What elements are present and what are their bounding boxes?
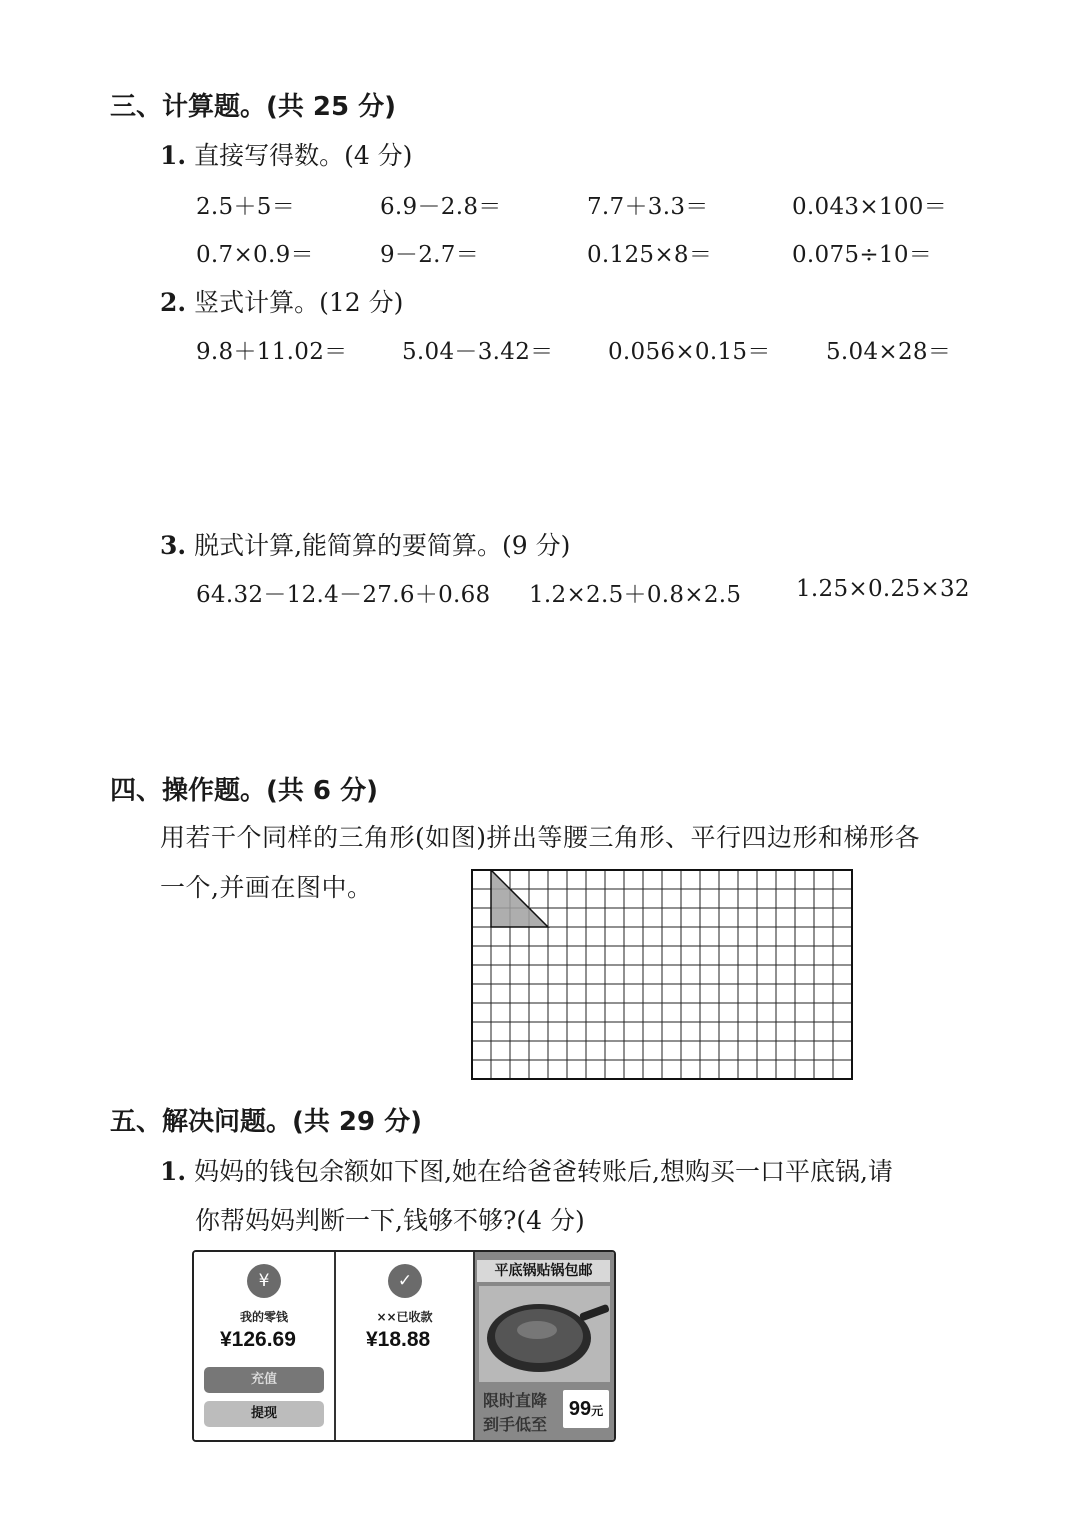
- ad-line-1: 限时直降: [483, 1391, 548, 1410]
- expr: 0.056×0.15＝: [608, 339, 771, 365]
- expr: 7.7＋3.3＝: [587, 194, 709, 220]
- expr: 5.04×28＝: [826, 339, 952, 365]
- question-number: 1.: [160, 141, 187, 170]
- check-icon: ✓: [388, 1264, 422, 1298]
- yuan-icon: ¥: [247, 1264, 281, 1298]
- wallet-picture: [192, 1250, 616, 1442]
- expr: 2.5＋5＝: [196, 194, 296, 220]
- withdraw-button[interactable]: 提现: [204, 1401, 324, 1427]
- price-unit: 元: [591, 1404, 604, 1418]
- question-5-1: [160, 1152, 893, 1188]
- question-number: 3.: [160, 531, 187, 560]
- expr: 0.125×8＝: [587, 242, 713, 268]
- section-3-title: 三、计算题。(共 25 分): [110, 92, 397, 122]
- ad-line-2: 到手低至: [483, 1415, 548, 1434]
- drawing-grid[interactable]: [471, 869, 855, 1082]
- instruction-line: 用若干个同样的三角形(如图)拼出等腰三角形、平行四边形和梯形各: [160, 823, 921, 852]
- question-number: 2.: [160, 288, 187, 317]
- question-text: 脱式计算,能简算的要简算。(9 分): [194, 531, 571, 560]
- expr: 6.9－2.8＝: [380, 194, 502, 220]
- frying-pan-icon: [479, 1286, 610, 1382]
- expr: 1.2×2.5＋0.8×2.5: [529, 582, 742, 608]
- expr: 5.04－3.42＝: [402, 339, 554, 365]
- expr: 0.043×100＝: [792, 194, 948, 220]
- expr: 0.075÷10＝: [792, 242, 933, 268]
- ad-title: 平底锅贴锅包邮: [477, 1260, 610, 1282]
- expr: 1.25×0.25×32: [796, 576, 970, 602]
- transfer-panel: [336, 1252, 475, 1440]
- question-text-cont: 你帮妈妈判断一下,钱够不够?(4 分): [195, 1206, 585, 1235]
- instruction-line: 一个,并画在图中。: [160, 873, 373, 902]
- question-1-1: [160, 136, 412, 172]
- pan-ad-panel: [475, 1252, 614, 1440]
- recharge-button[interactable]: 充值: [204, 1367, 324, 1393]
- question-1-3: [160, 526, 570, 562]
- section-5-title: 五、解决问题。(共 29 分): [110, 1107, 423, 1137]
- sample-triangle: [491, 870, 548, 927]
- grid-lines: [472, 870, 852, 1079]
- price-tag: [563, 1390, 609, 1428]
- price-value: 99: [568, 1398, 592, 1420]
- expr: 9－2.7＝: [380, 242, 480, 268]
- question-1-2: [160, 283, 403, 319]
- question-text: 直接写得数。(4 分): [194, 141, 413, 170]
- transfer-amount: ¥18.88: [366, 1328, 431, 1351]
- section-4-title: 四、操作题。(共 6 分): [110, 776, 378, 806]
- expr: 0.7×0.9＝: [196, 242, 314, 268]
- wallet-amount: ¥126.69: [220, 1328, 296, 1351]
- transfer-label: ××已收款: [376, 1310, 433, 1324]
- question-text: 妈妈的钱包余额如下图,她在给爸爸转账后,想购买一口平底锅,请: [194, 1157, 893, 1186]
- expr: 9.8＋11.02＝: [196, 339, 348, 365]
- question-number: 1.: [160, 1157, 187, 1186]
- question-text: 竖式计算。(12 分): [194, 288, 404, 317]
- wallet-panel: [194, 1252, 336, 1440]
- wallet-label: 我的零钱: [239, 1310, 288, 1324]
- expr: 64.32－12.4－27.6＋0.68: [196, 582, 491, 608]
